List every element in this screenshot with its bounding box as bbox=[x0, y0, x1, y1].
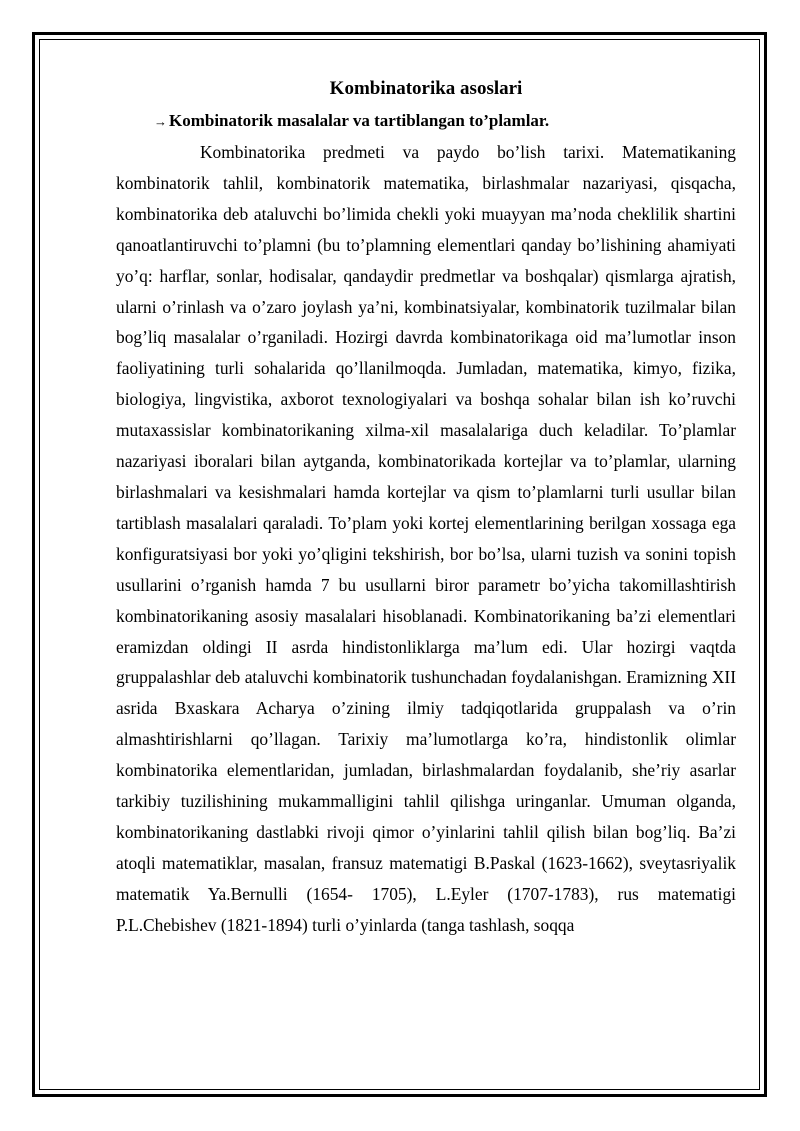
document-body bbox=[116, 74, 736, 941]
section-heading-text: Kombinatorik masalalar va tartiblangan to’plamlar. bbox=[169, 111, 550, 130]
document-title: Kombinatorika asoslari bbox=[329, 78, 523, 99]
section-heading bbox=[154, 106, 736, 137]
body-paragraph: Kombinatorika predmeti va paydo bo’lish tarixi. Matematikaning kombinatorik tahlil, kombinatorik matematika, birlashmalar nazariyasi, qisqacha, kombinatorika deb ataluvchi bo’limida chekli yoki muayyan ma’noda cheklilik shartini qanoatlantiruvchi to’plamni (bu to’plamning elementlari qanday bo’lishining ahamiyati yo’q: harflar, sonlar, hodisalar, qandaydir predmetlar va boshqalar) qismlarga ajratish, ularni o’rinlash va o’zaro joylash ya’ni, kombinatsiyalar, kombinatorik tuzilmalar bilan bog’liq masalalar o’rganiladi. Hozirgi davrda kombinatorikaga oid ma’lumotlar inson faoliyatining turli sohalarida qo’llanilmoqda. Jumladan, matematika, kimyo, fizika, biologiya, lingvistika, axborot texnologiyalari va boshqa sohalar bilan ish ko’ruvchi mutaxassislar kombinatorikaning xilma-xil masalalariga duch keladilar. To’plamlar nazariyasi iboralari bilan aytganda, kombinatorikada kortejlar va to’plamlar, ularning birlashmalari va kesishmalari hamda kortejlar va qism to’plamlarni turli usullar bilan tartiblash masalalari qaraladi. To’plam yoki kortej elementlarining berilgan xossaga ega konfiguratsiyasi bor yoki yo’qligini tekshirish, bor bo’lsa, ularni tuzish va sonini topish usullarini o’rganish hamda 7 bu usullarni biror parametr bo’yicha takomillashtirish kombinatorikaning asosiy masalalari hisoblanadi. Kombinatorikaning ba’zi elementlari eramizdan oldingi II asrda hindistonliklarga ma’lum edi. Ular hozirgi vaqtda gruppalashlar deb ataluvchi kombinatorik tushunchadan foydalanishgan. Eramizning XII asrida Bxaskara Acharya o’zining ilmiy tadqiqotlarida gruppalash va o’rin almashtirishlarni qo’llagan. Tarixiy ma’lumotlarga ko’ra, hindistonlik olimlar kombinatorika elementlaridan, jumladan, birlashmalardan foydalanib, she’riy asarlar tarkibiy tuzilishining mukammalligini tahlil qilishga uringanlar. Umuman olganda, kombinatorikaning dastlabki rivoji qimor o’yinlarini tahlil qilish bilan bog’liq. Ba’zi atoqli matematiklar, masalan, fransuz matematigi B.Paskal (1623-1662), sveytasriyalik matematik Ya.Bernulli (1654- 1705), L.Eyler (1707-1783), rus matematigi P.L.Chebishev (1821-1894) turli o’yinlarda (tanga tashlash, soqqa bbox=[116, 142, 736, 935]
arrow-icon: → bbox=[154, 114, 167, 129]
